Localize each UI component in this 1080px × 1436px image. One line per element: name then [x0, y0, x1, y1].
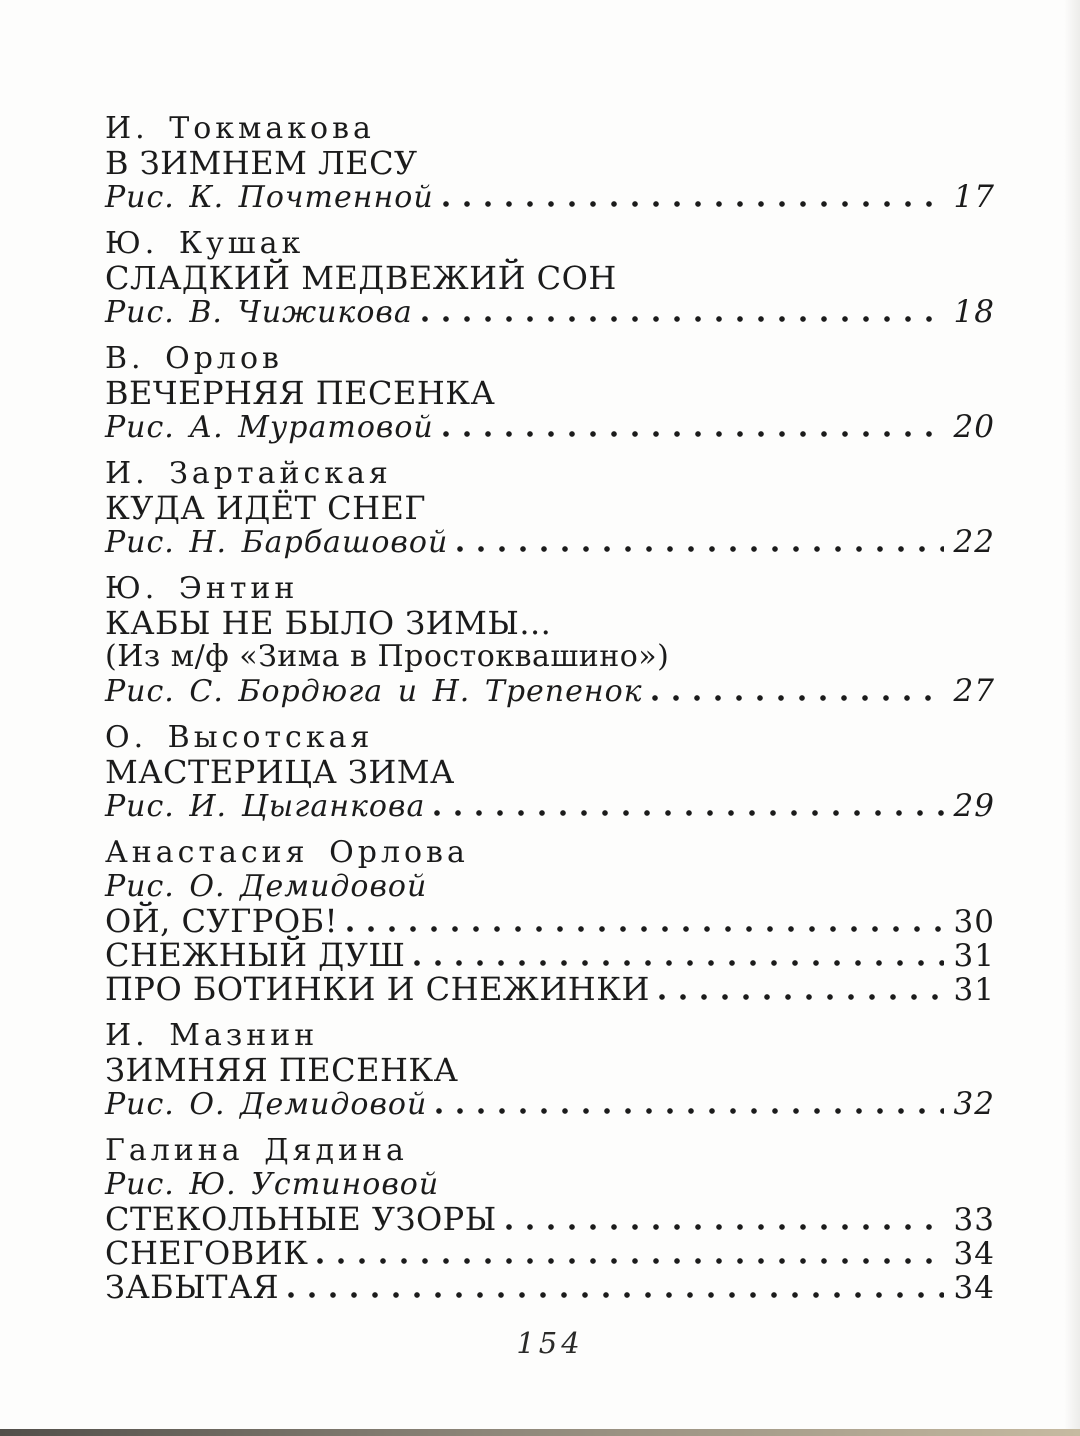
- dot-leader: [317, 1258, 943, 1264]
- title-line: [105, 938, 995, 972]
- title-line: ВЕЧЕРНЯЯ ПЕСЕНКА: [105, 374, 496, 412]
- page-number: 31: [953, 972, 995, 1008]
- scan-bottom-edge: [0, 1429, 1080, 1436]
- title-text: ПРО БОТИНКИ И СНЕЖИНКИ: [105, 970, 650, 1008]
- toc-entry: [105, 112, 995, 214]
- illustrator-text: Рис. Н. Барбашовой: [105, 525, 449, 560]
- page-number: 33: [953, 1202, 995, 1238]
- illustrator-text: Рис. И. Цыганкова: [105, 789, 426, 824]
- toc-entry: [105, 1019, 995, 1121]
- illustrator-text: Рис. С. Бордюга и Н. Трепенок: [105, 674, 643, 709]
- dot-leader: [288, 1292, 943, 1298]
- author-line: О. Высотская: [105, 720, 374, 755]
- title-line: ЗИМНЯЯ ПЕСЕНКА: [105, 1051, 459, 1089]
- title-text: ОЙ, СУГРОБ!: [105, 902, 338, 940]
- illustrator-text: Рис. К. Почтенной: [105, 180, 434, 215]
- page-number: 22: [953, 524, 995, 560]
- author-line: И. Зартайская: [105, 456, 392, 491]
- dot-leader: [506, 1224, 944, 1230]
- toc-entry: [105, 721, 995, 823]
- illustrator-line: [105, 674, 995, 708]
- page-number: 34: [953, 1270, 995, 1306]
- toc-entry: [105, 836, 995, 1006]
- dot-leader: [414, 960, 943, 966]
- illustrator-line: [105, 789, 995, 823]
- author-line: И. Мазнин: [105, 1018, 319, 1053]
- title-line: [105, 1202, 995, 1236]
- illustrator-text: Рис. В. Чижикова: [105, 295, 413, 330]
- title-text: ЗАБЫТАЯ: [105, 1268, 280, 1306]
- toc-entry: [105, 457, 995, 559]
- title-line: СЛАДКИЙ МЕДВЕЖИЙ СОН: [105, 259, 617, 297]
- dot-leader: [443, 201, 944, 207]
- page-number: 31: [953, 938, 995, 974]
- page-number: 32: [953, 1086, 995, 1122]
- author-line: Ю. Кушак: [105, 226, 305, 261]
- title-text: СНЕЖНЫЙ ДУШ: [105, 936, 406, 974]
- author-line: Ю. Энтин: [105, 571, 299, 606]
- illustrator-line: [105, 180, 995, 214]
- title-line: КУДА ИДЁТ СНЕГ: [105, 489, 427, 527]
- illustrator-line: [105, 295, 995, 329]
- page-number: 30: [953, 904, 995, 940]
- page-number: 18: [953, 294, 995, 330]
- page-number: 34: [953, 1236, 995, 1272]
- dot-leader: [436, 1108, 943, 1114]
- dot-leader: [347, 926, 944, 932]
- title-line: [105, 1270, 995, 1304]
- toc-entry: [105, 572, 995, 708]
- title-line: МАСТЕРИЦА ЗИМА: [105, 753, 455, 791]
- dot-leader: [443, 431, 944, 437]
- dot-leader: [652, 695, 944, 701]
- illustrator-line: [105, 1087, 995, 1121]
- author-line: Галина Дядина: [105, 1133, 408, 1168]
- folio-page-number: 154: [516, 1326, 584, 1360]
- title-text: СНЕГОВИК: [105, 1234, 309, 1272]
- author-line: В. Орлов: [105, 341, 283, 376]
- title-line: В ЗИМНЕМ ЛЕСУ: [105, 144, 418, 182]
- dot-leader: [457, 546, 943, 552]
- illustrator-text: Рис. А. Муратовой: [105, 410, 434, 445]
- title-line: [105, 972, 995, 1006]
- illustrator-line: [105, 525, 995, 559]
- page-number: 17: [953, 179, 995, 215]
- dot-leader: [422, 316, 944, 322]
- author-line: Анастасия Орлова: [105, 835, 469, 870]
- dot-leader: [659, 994, 944, 1000]
- title-line: КАБЫ НЕ БЫЛО ЗИМЫ...: [105, 604, 552, 642]
- page-number: 27: [953, 673, 995, 709]
- toc-entry: [105, 342, 995, 444]
- title-line: [105, 1236, 995, 1270]
- title-text: СТЕКОЛЬНЫЕ УЗОРЫ: [105, 1200, 497, 1238]
- page-number: 29: [953, 788, 995, 824]
- illustrator-line: Рис. Ю. Устиновой: [105, 1167, 440, 1202]
- illustrator-text: Рис. О. Демидовой: [105, 1087, 428, 1122]
- page-edge-shadow: [1064, 0, 1080, 1436]
- source-note-line: (Из м/ф «Зима в Простоквашино»): [105, 639, 670, 674]
- page-number: 20: [953, 409, 995, 445]
- author-line: И. Токмакова: [105, 111, 375, 146]
- illustrator-line: Рис. О. Демидовой: [105, 869, 428, 904]
- toc-entry: [105, 227, 995, 329]
- dot-leader: [434, 810, 943, 816]
- illustrator-line: [105, 410, 995, 444]
- title-line: [105, 904, 995, 938]
- toc-entry: [105, 1134, 995, 1304]
